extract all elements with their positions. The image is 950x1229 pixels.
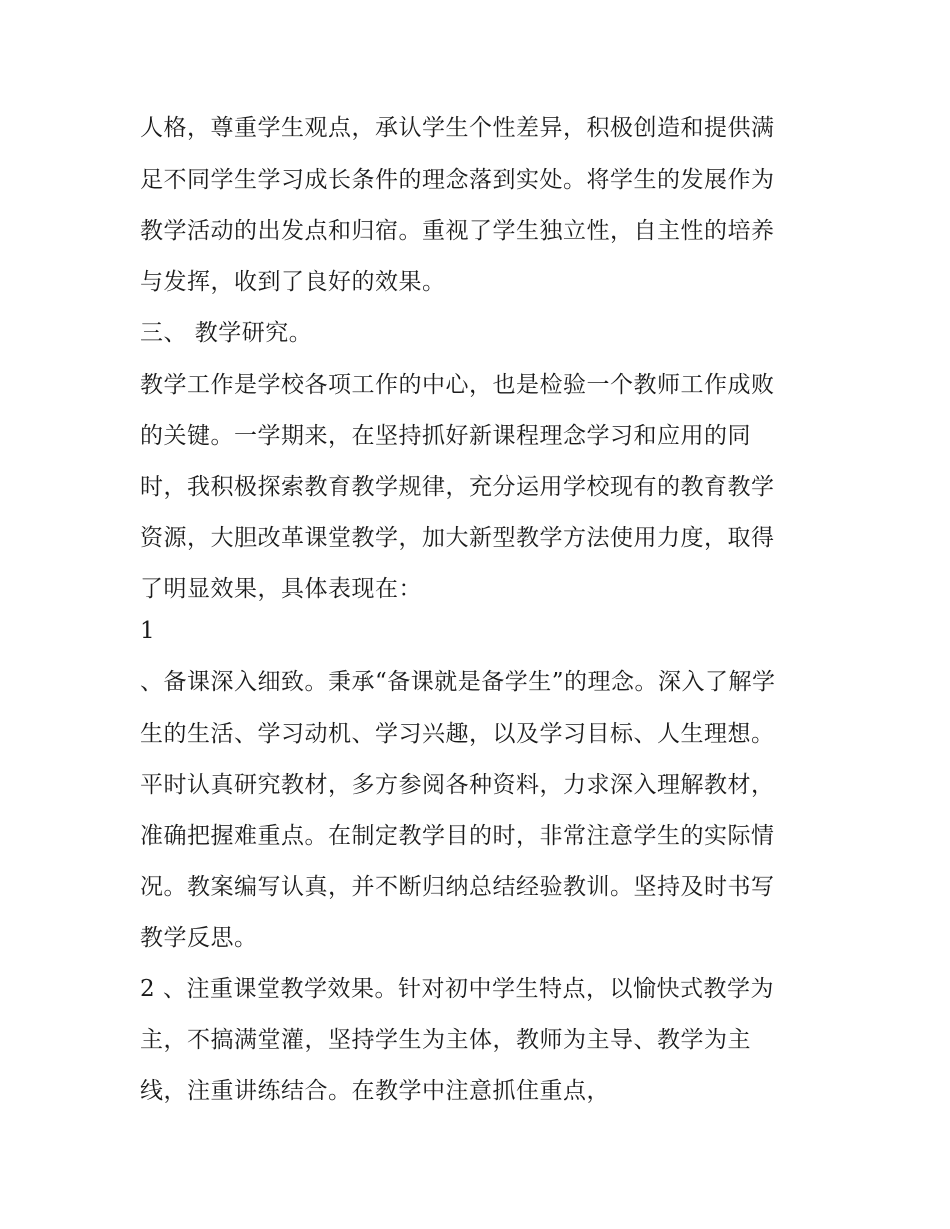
text-line: 与发挥，收到了良好的效果。 bbox=[140, 269, 446, 295]
text-line: 教学活动的出发点和归宿。重视了学生独立性，自主性的培养 bbox=[140, 218, 775, 244]
text-line: 平时认真研究教材，多方参阅各种资料，力求深入理解教材， bbox=[140, 772, 775, 798]
section-heading: 三、 教学研究。 bbox=[140, 320, 313, 346]
text-line: 2 、注重课堂教学效果。针对初中学生特点，以愉快式教学为 bbox=[140, 976, 774, 1002]
text-line: 准确把握难重点。在制定教学目的时，非常注意学生的实际情 bbox=[140, 823, 775, 849]
text-line: 况。教案编写认真，并不断归纳总结经验教训。坚持及时书写 bbox=[140, 874, 775, 900]
text-line: 人格，尊重学生观点，承认学生个性差异，积极创造和提供满 bbox=[140, 115, 775, 141]
text-line: 时，我积极探索教育教学规律，充分运用学校现有的教育教学 bbox=[140, 474, 775, 500]
text-line: 线，注重讲练结合。在教学中注意抓住重点， bbox=[140, 1078, 610, 1104]
text-line: 足不同学生学习成长条件的理念落到实处。将学生的发展作为 bbox=[140, 167, 775, 193]
text-line: 、备课深入细致。秉承“备课就是备学生”的理念。深入了解学 bbox=[140, 669, 776, 695]
text-line: 的关键。一学期来，在坚持抓好新课程理念学习和应用的同 bbox=[140, 423, 751, 449]
text-line: 生的生活、学习动机、学习兴趣，以及学习目标、人生理想。 bbox=[140, 721, 775, 747]
text-line: 资源，大胆改革课堂教学，加大新型教学方法使用力度，取得 bbox=[140, 525, 775, 551]
text-line: 教学反思。 bbox=[140, 925, 258, 951]
text-line: 教学工作是学校各项工作的中心，也是检验一个教师工作成败 bbox=[140, 372, 775, 398]
text-line: 主，不搞满堂灌，坚持学生为主体，教师为主导、教学为主 bbox=[140, 1027, 751, 1053]
text-line: 了明显效果，具体表现在： bbox=[140, 576, 422, 602]
list-number: 1 bbox=[140, 618, 156, 644]
